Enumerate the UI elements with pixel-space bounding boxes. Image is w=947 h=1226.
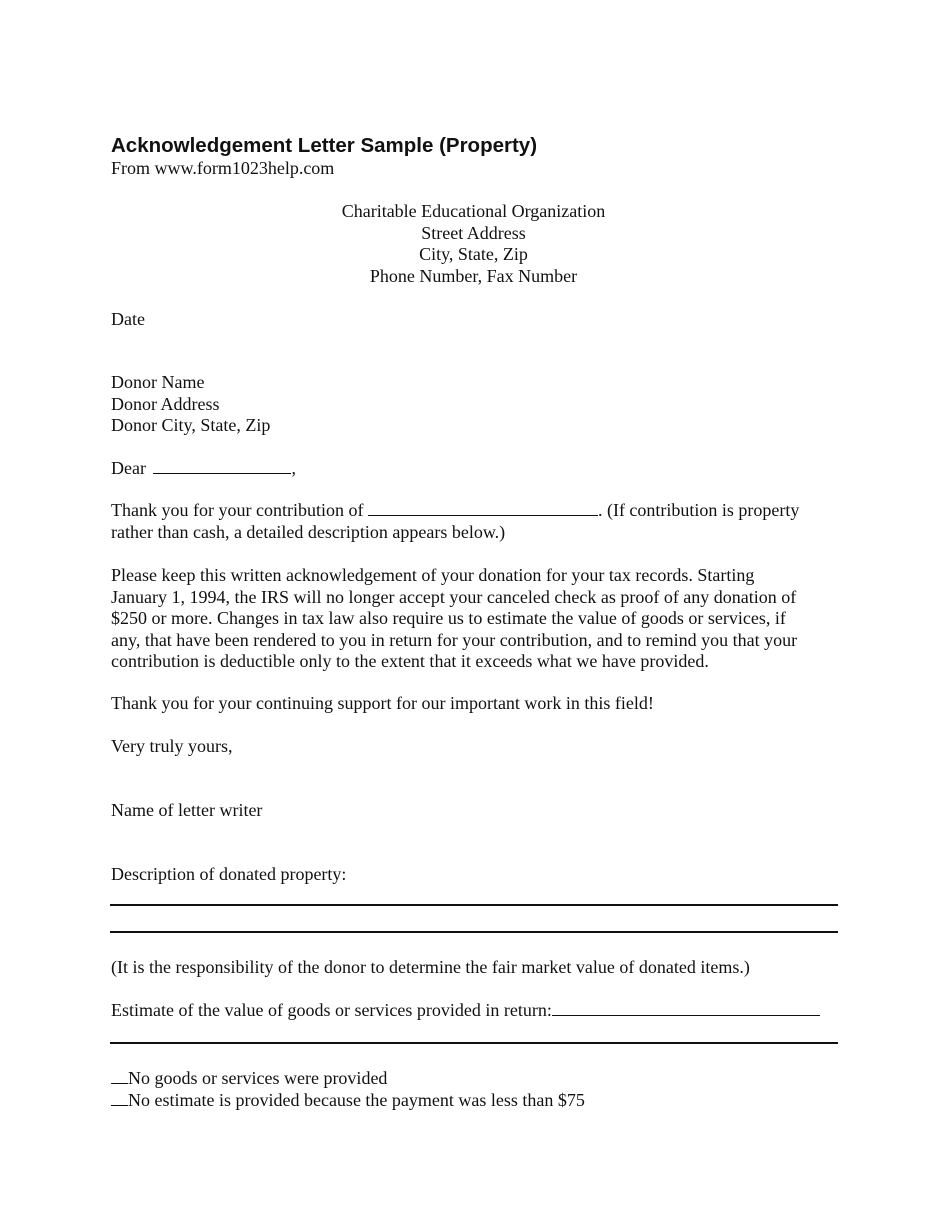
option-checkbox[interactable] <box>111 1069 128 1084</box>
option-no-goods <box>111 1068 585 1090</box>
irs-line: Please keep this written acknowledgement of your donation for your tax records. Starting <box>111 565 755 585</box>
salutation-dear: Dear <box>111 458 146 478</box>
source-line: From www.form1023help.com <box>111 158 335 178</box>
organization-phone: Phone Number, Fax Number <box>369 265 578 286</box>
contribution-text-start: Thank you for your contribution of <box>111 500 364 520</box>
date-label: Date <box>111 309 145 329</box>
option-list <box>111 1068 585 1111</box>
organization-letterhead <box>0 201 947 287</box>
irs-line: contribution is deductible only to the extent that it exceeds what we have provided. <box>111 651 709 671</box>
closing: Very truly yours, <box>111 736 233 756</box>
organization-name: Charitable Educational Organization <box>341 201 606 221</box>
estimate-row <box>111 1000 820 1022</box>
irs-paragraph <box>111 565 826 673</box>
option-label: No estimate is provided because the payment was less than $75 <box>128 1089 585 1110</box>
salutation <box>111 458 296 480</box>
description-line-1[interactable] <box>110 904 838 906</box>
document-title: Acknowledgement Letter Sample (Property) <box>111 134 538 157</box>
description-line-2[interactable] <box>110 931 838 933</box>
irs-line: $250 or more. Changes in tax law also require us to estimate the value of goods or services, if <box>111 608 786 628</box>
irs-line: any, that have been rendered to you in return for your contribution, and to remind you that your <box>111 629 798 650</box>
estimate-label: Estimate of the value of goods or services provided in return: <box>111 1000 552 1020</box>
donor-name: Donor Name <box>111 372 205 392</box>
donor-address: Donor Address <box>111 393 220 414</box>
donor-block <box>111 372 270 437</box>
estimate-line[interactable] <box>110 1042 838 1044</box>
thanks-line: Thank you for your continuing support for our important work in this field! <box>111 693 654 713</box>
salutation-comma: , <box>291 458 296 478</box>
responsibility-note: (It is the responsibility of the donor to determine the fair market value of donated items.) <box>111 957 750 977</box>
contribution-text-line2: rather than cash, a detailed description appears below.) <box>111 521 506 542</box>
letter-writer-name: Name of letter writer <box>111 800 263 820</box>
donor-city: Donor City, State, Zip <box>111 415 271 435</box>
organization-street: Street Address <box>421 222 526 243</box>
contribution-blank[interactable] <box>368 500 598 516</box>
recipient-blank[interactable] <box>153 458 291 474</box>
description-label: Description of donated property: <box>111 864 347 884</box>
contribution-paragraph <box>111 500 826 543</box>
organization-city: City, State, Zip <box>419 244 528 264</box>
contribution-text-end: . (If contribution is property <box>597 500 800 520</box>
option-checkbox[interactable] <box>111 1091 128 1106</box>
irs-line: January 1, 1994, the IRS will no longer accept your canceled check as proof of any donation of <box>111 586 797 607</box>
option-no-estimate <box>111 1090 585 1112</box>
option-label: No goods or services were provided <box>128 1068 388 1088</box>
estimate-blank[interactable] <box>552 1000 820 1016</box>
